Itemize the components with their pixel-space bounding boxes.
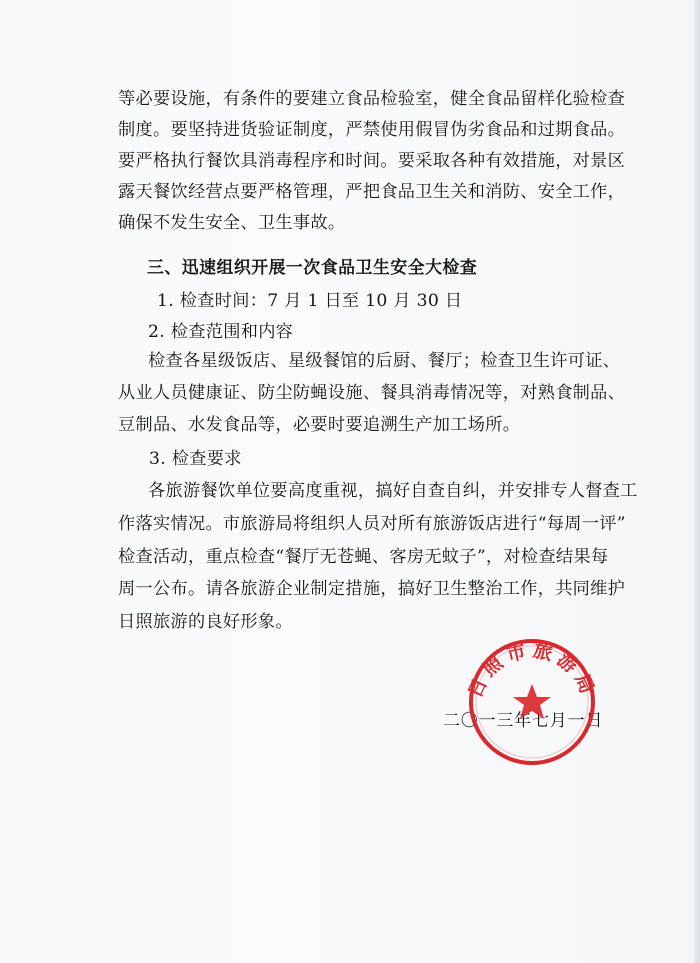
seal-text: 日照市旅游局 — [464, 639, 600, 702]
body-line-5: 确保不发生安全、卫生事故。 — [118, 213, 346, 233]
requirement-line-2: 作落实情况。市旅游局将组织人员对所有旅游饭店进行“每周一评” — [118, 514, 626, 534]
seal-star-icon — [513, 684, 551, 719]
body-line-4: 露天餐饮经营点要严格管理，严把食品卫生关和消防、安全工作， — [118, 182, 626, 202]
check-time-item: 1. 检查时间：7 月 1 日至 10 月 30 日 — [157, 291, 463, 311]
section-3-heading: 三、迅速组织开展一次食品卫生安全大检查 — [147, 257, 478, 277]
requirement-line-5: 日照旅游的良好形象。 — [118, 612, 293, 632]
scope-line-3: 豆制品、水发食品等，必要时要追溯生产加工场所。 — [118, 415, 521, 435]
document-date: 二〇一三年七月一日 — [443, 711, 604, 731]
check-scope-item: 2. 检查范围和内容 — [148, 322, 294, 342]
scope-line-2: 从业人员健康证、防尘防蝇设施、餐具消毒情况等，对熟食制品、 — [118, 383, 626, 403]
body-line-3: 要严格执行餐饮具消毒程序和时间。要采取各种有效措施，对景区 — [118, 151, 626, 171]
check-requirements-item: 3. 检查要求 — [149, 449, 242, 469]
requirement-line-3: 检查活动，重点检查“餐厅无苍蝇、客房无蚊子”，对检查结果每 — [118, 547, 609, 567]
requirement-line-4: 周一公布。请各旅游企业制定措施，搞好卫生整治工作，共同维护 — [118, 579, 626, 599]
body-line-1: 等必要设施，有条件的要建立食品检验室，健全食品留样化验检查 — [118, 89, 626, 109]
page-edge-shadow — [694, 0, 700, 963]
official-seal — [461, 631, 603, 773]
body-line-2: 制度。要坚持进货验证制度，严禁使用假冒伪劣食品和过期食品。 — [118, 120, 626, 140]
requirement-line-1: 各旅游餐饮单位要高度重视，搞好自查自纠，并安排专人督查工 — [148, 481, 638, 501]
scope-line-1: 检查各星级饭店、星级餐馆的后厨、餐厅；检查卫生许可证、 — [148, 351, 621, 371]
